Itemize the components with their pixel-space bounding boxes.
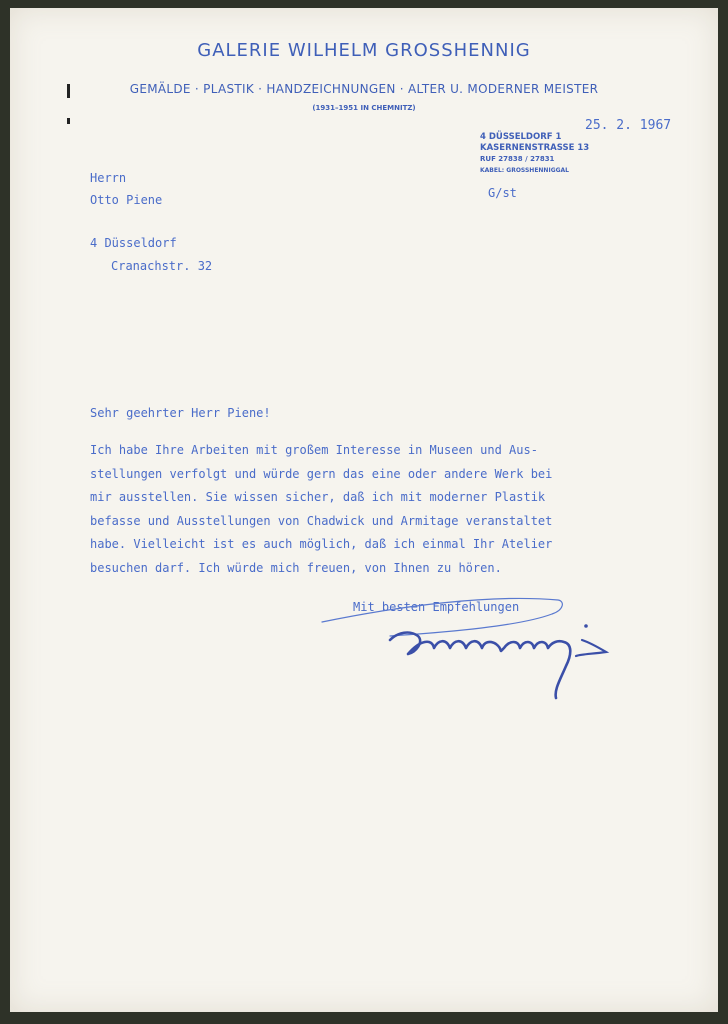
recipient-city: 4 Düsseldorf xyxy=(90,236,177,250)
body-line: besuchen darf. Ich würde mich freuen, von Ihnen zu hören. xyxy=(90,560,502,575)
sender-cable: KABEL: GROSSHENNIGGAL xyxy=(480,167,570,174)
letterhead-history: (1931–1951 IN CHEMNITZ) xyxy=(312,104,416,112)
reference-code: G/st xyxy=(488,186,517,200)
sender-street: KASERNENSTRASSE 13 xyxy=(480,143,590,153)
sender-address xyxy=(480,132,589,176)
letter-body xyxy=(90,439,552,580)
body-line: mir ausstellen. Sie wissen sicher, daß ich mit moderner Plastik xyxy=(90,490,546,504)
recipient-street: Cranachstr. 32 xyxy=(111,259,213,273)
letterhead-subtitle: GEMÄLDE · PLASTIK · HANDZEICHNUNGEN · ALTER U. MODERNER MEISTER xyxy=(129,82,599,96)
letter-sheet xyxy=(10,8,718,1012)
binding-mark xyxy=(67,118,70,124)
letterhead-title: GALERIE WILHELM GROSSHENNIG xyxy=(197,40,531,61)
greeting: Sehr geehrter Herr Piene! xyxy=(90,406,271,420)
body-line: stellungen verfolgt und würde gern das eine oder andere Werk bei xyxy=(90,466,553,481)
body-line: befasse und Ausstellungen von Chadwick und Armitage veranstaltet xyxy=(90,513,553,528)
letter-date: 25. 2. 1967 xyxy=(585,118,672,133)
sender-city: 4 DÜSSELDORF 1 xyxy=(480,132,562,142)
sender-phone: RUF 27838 / 27831 xyxy=(480,155,555,163)
recipient-salutation: Herrn xyxy=(90,171,127,185)
body-line: habe. Vielleicht ist es auch möglich, daß ich einmal Ihr Atelier xyxy=(90,537,553,551)
body-line: Ich habe Ihre Arbeiten mit großem Interesse in Museen und Aus- xyxy=(90,443,538,457)
closing: Mit besten Empfehlungen xyxy=(353,600,520,614)
handwritten-signature xyxy=(320,596,630,706)
recipient-name: Otto Piene xyxy=(90,193,163,207)
